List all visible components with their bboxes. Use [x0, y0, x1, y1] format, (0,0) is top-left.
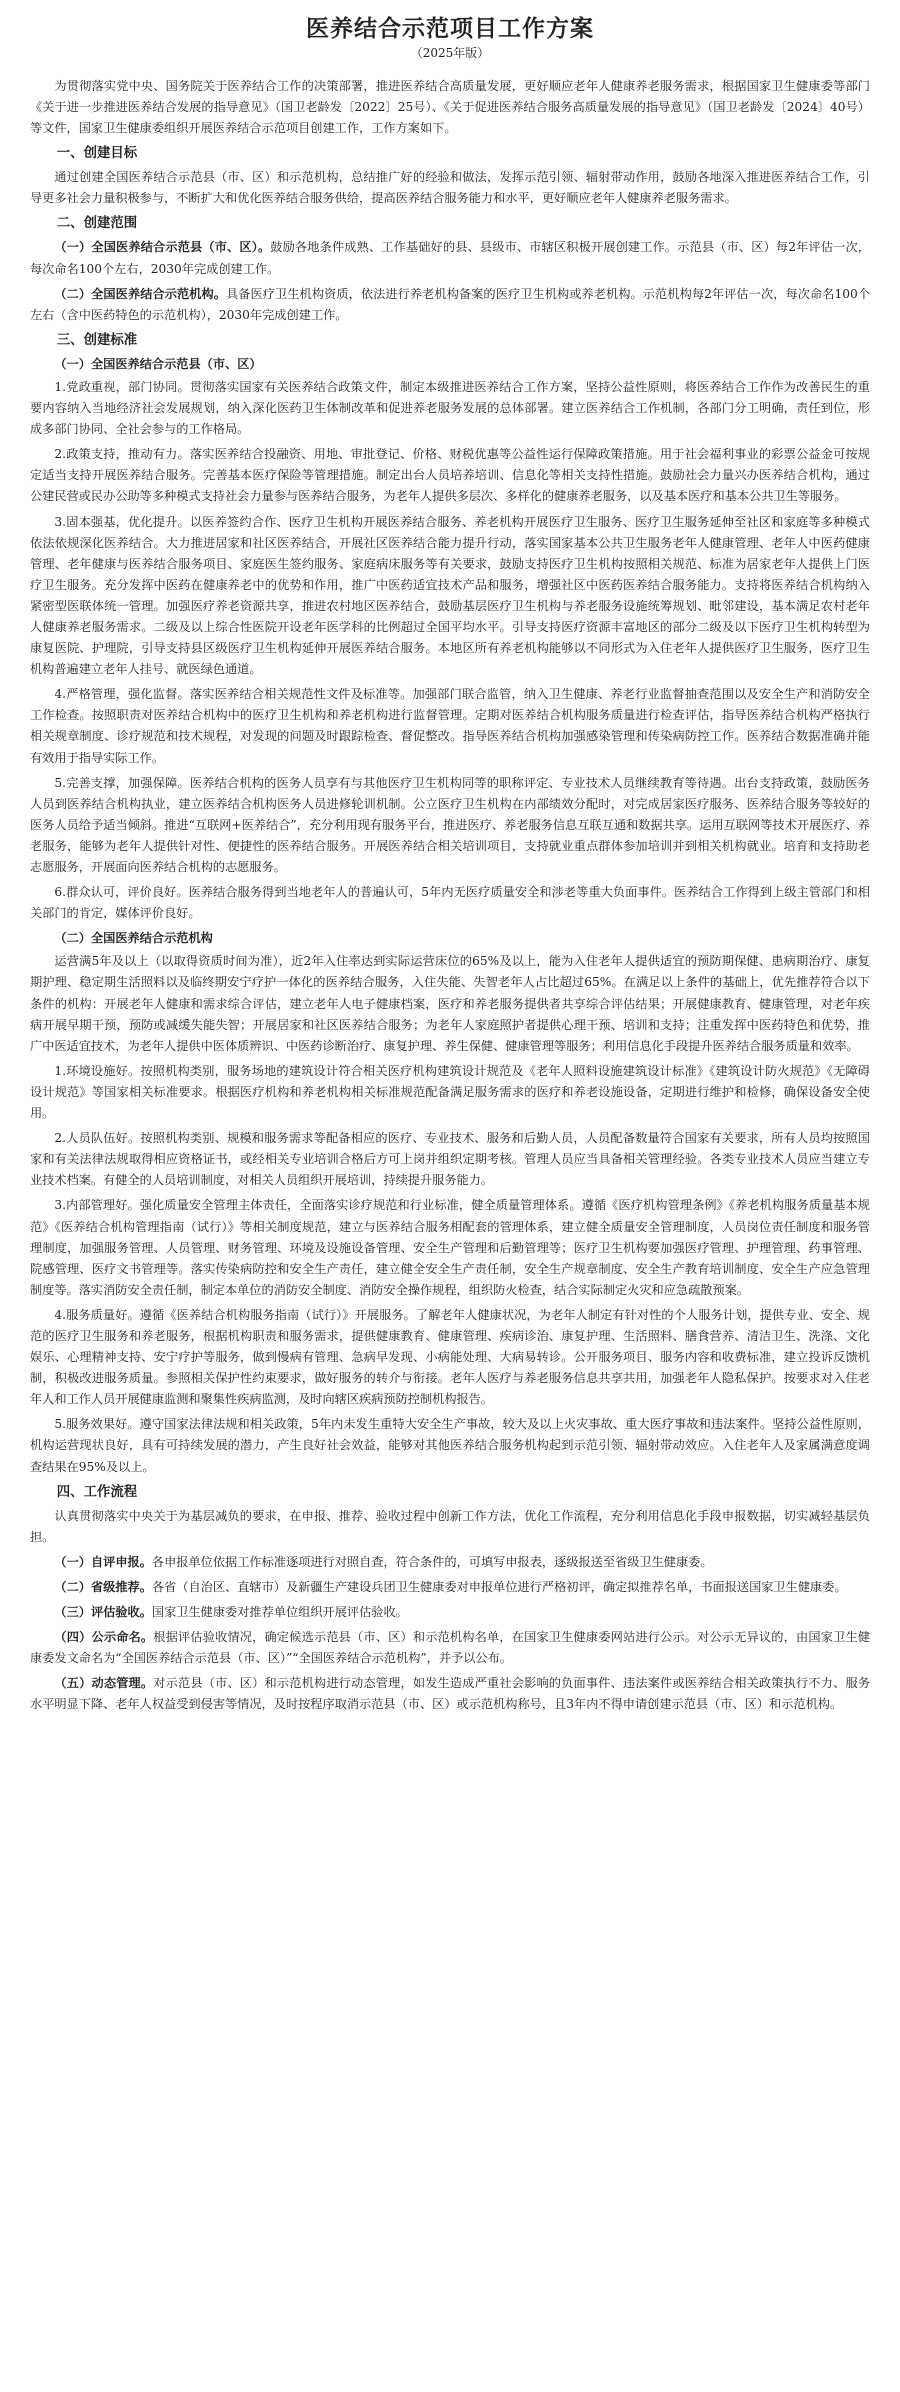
- workflow-step-text: 对示范县（市、区）和示范机构进行动态管理，如发生造成严重社会影响的负面事件、违法案件或医养结合相关政策执行不力、服务水平明显下降、老年人权益受到侵害等情况，及时按程序取消示范县（市、区）或示范机构称号，且3年内不得申请创建示范县（市、区）和示范机构。: [30, 1676, 871, 1712]
- workflow-step: [30, 1552, 870, 1573]
- institution-standard-item: 1.环境设施好。按照机构类别，服务场地的建筑设计符合相关医疗机构建筑设计规范及《老年人照料设施建筑设计标准》《建筑设计防火规范》《无障碍设计规范》等国家相关标准要求。根据医疗机构和养老机构相关标准规范配备满足服务需求的医疗和养老设施设备，定期进行维护和检修，确保设备安全使用。: [30, 1063, 870, 1121]
- scope-county-text: 鼓励各地条件成熟、工作基础好的县、县级市、市辖区积极开展创建工作。示范县（市、区）每2年评估一次，每次命名100个左右，2030年完成创建工作。: [30, 240, 870, 276]
- workflow-step-text: 各省（自治区、直辖市）及新疆生产建设兵团卫生健康委对申报单位进行严格初评，确定拟推荐名单，书面报送国家卫生健康委。: [151, 1579, 847, 1594]
- document-title: 医养结合示范项目工作方案: [306, 15, 594, 42]
- workflow-step-text: 国家卫生健康委对推荐单位组织开展评估验收。: [151, 1605, 408, 1619]
- workflow-step: [30, 1577, 870, 1598]
- institution-standard-item: 3.内部管理好。强化质量安全管理主体责任，全面落实诊疗规范和行业标准，健全质量管理体系。遵循《医疗机构管理条例》《养老机构服务质量基本规范》《医养结合机构管理指南（试行）》等相关制度规范，建立与医养结合服务相配套的管理体系，建立健全质量安全管理制度，人员岗位责任制度和服务管理制度，加强服务管理、人员管理、财务管理、环境及设施设备管理、安全生产管理和后勤管理等；医疗卫生机构要加强医疗管理、护理管理、药事管理、院感管理、医疗文书管理等。落实传染病防控和安全生产责任，建立健全安全生产责任制，安全生产规章制度、安全生产教育培训制度、安全生产应急管理制度等。落实消防安全责任制，制定本单位的消防安全制度、消防安全操作规程，组织防火检查，结合实际制定火灾和应急疏散预案。: [30, 1198, 870, 1297]
- county-standard-item: 6.群众认可，评价良好。医养结合服务得到当地老年人的普遍认可，5年内无医疗质量安全和涉老等重大负面事件。医养结合工作得到上级主管部门和相关部门的肯定，媒体评价良好。: [30, 885, 870, 921]
- county-standard-item: 5.完善支撑，加强保障。医养结合机构的医务人员享有与其他医疗卫生机构同等的职称评定、专业技术人员继续教育等待遇。出台支持政策，鼓励医务人员到医养结合机构执业，建立医养结合机构医务人员进修轮训机制。公立医疗卫生机构在内部绩效分配时，对完成居家医疗服务、医养结合服务等较好的医务人员给予适当倾斜。推进“互联网+医养结合”，充分利用现有服务平台，推进医疗、养老服务信息互联互通和数据共享。运用互联网等技术开展医疗、养老服务，能够为老年人提供针对性、便捷性的医养结合服务。开展医养结合相关培训项目，支持就业重点群体参加培训并到相关机构就业。培育和支持助老志愿服务，开展面向医养结合机构的志愿服务。: [30, 775, 870, 874]
- county-standard-item: 4.严格管理，强化监督。落实医养结合相关规范性文件及标准等。加强部门联合监管，纳入卫生健康、养老行业监督抽查范围以及安全生产和消防安全工作检查。按照职责对医养结合机构中的医疗卫生机构和养老机构进行监督管理。定期对医养结合机构服务质量进行检查评估，指导医养结合机构严格执行相关规章制度、诊疗规范和技术规程，对发现的问题及时跟踪检查、督促整改。指导医养结合机构加强感染管理和传染病防控工作。医养结合数据准确并能有效用于指导实际工作。: [30, 687, 870, 765]
- institution-standard-item: 2.人员队伍好。按照机构类别、规模和服务需求等配备相应的医疗、专业技术、服务和后勤人员，人员配备数量符合国家有关要求，所有人员均按照国家和有关法律法规取得相应资格证书，或经相关专业培训合格后方可上岗并组织定期考核。管理人员应当具备相关管理经验。各类专业技术人员应当建立专业技术档案。有健全的人员培训制度，对相关人员组织开展培训，持续提升服务能力。: [30, 1131, 870, 1188]
- county-standard-item: 2.政策支持，推动有力。落实医养结合投融资、用地、审批登记、价格、财税优惠等公益性运行保障政策措施。用于社会福利事业的彩票公益金可按规定适当支持开展医养结合服务。完善基本医疗保险等管理措施。制定出台人员培养培训、信息化等相关支持性措施。鼓励社会力量兴办医养结合机构，通过公建民营或民办公助等多种模式支持社会力量参与医养结合服务，为老年人提供多层次、多样化的健康养老服务，以及基本医疗和基本公共卫生等服务。: [30, 447, 870, 504]
- section-heading-goals: 一、创建目标: [56, 146, 138, 162]
- goals-paragraph: 通过创建全国医养结合示范县（市、区）和示范机构，总结推广好的经验和做法，发挥示范引领、辐射带动作用，鼓励各地深入推进医养结合工作，引导更多社会力量积极参与，不断扩大和优化医养结合服务供给，提高医养结合服务能力和水平，更好顺应老年人健康养老服务需求。: [30, 170, 870, 206]
- scope-county-lead: （一）全国医养结合示范县（市、区）。: [54, 240, 271, 255]
- workflow-step: [30, 1627, 870, 1669]
- workflow-step: [30, 1602, 870, 1623]
- workflow-step: [30, 1673, 870, 1715]
- scope-institution-lead: （二）全国医养结合示范机构。: [54, 286, 227, 301]
- scope-paragraph-county: [30, 237, 870, 279]
- workflow-step-lead: （三）评估验收。: [54, 1605, 152, 1619]
- workflow-step-lead: （一）自评申报。: [54, 1554, 152, 1569]
- section-heading-scope: 二、创建范围: [56, 216, 138, 232]
- workflow-step-text: 各申报单位依据工作标准逐项进行对照自查，符合条件的，可填写申报表，逐级报送至省级卫生健康委。: [151, 1554, 713, 1569]
- workflow-step-lead: （五）动态管理。: [54, 1676, 154, 1691]
- section-heading-workflow: 四、工作流程: [56, 1484, 138, 1500]
- workflow-step-text: 根据评估验收情况，确定候选示范县（市、区）和示范机构名单，在国家卫生健康委网站进行公示。对公示无异议的，由国家卫生健康委发文命名为“全国医养结合示范县（市、区）”“全国医养结合示范机构”，并予以公布。: [30, 1630, 871, 1666]
- intro-paragraph: 为贯彻落实党中央、国务院关于医养结合工作的决策部署，推进医养结合高质量发展，更好顺应老年人健康养老服务需求，根据国家卫生健康委等部门《关于进一步推进医养结合发展的指导意见》（国卫老龄发〔2022〕25号）、《关于促进医养结合服务高质量发展的指导意见》（国卫老龄发〔2024〕40号）等文件，国家卫生健康委组织开展医养结合示范项目创建工作，工作方案如下。: [30, 79, 870, 136]
- workflow-step-lead: （四）公示命名。: [54, 1630, 154, 1645]
- document-edition: （2025年版）: [410, 46, 490, 60]
- section-heading-standards: 三、创建标准: [56, 332, 138, 348]
- institution-standard-item: 4.服务质量好。遵循《医养结合机构服务指南（试行）》开展服务。了解老年人健康状况，为老年人制定有针对性的个人服务计划，提供专业、安全、规范的医疗卫生服务和养老服务，根据机构职责和服务需求，提供健康教育、健康管理、疾病诊治、康复护理、生活照料、膳食营养、清洁卫生、洗涤、文化娱乐、心理精神支持、安宁疗护等服务，做到慢病有管理、急病早发现、小病能处理、大病易转诊。公开服务项目、服务内容和收费标准，建立投诉反馈机制，积极改进服务质量。参照相关保护性约束要求，做好服务的转介与衔接。老年人医疗与养老服务信息共享共用，加强老年人隐私保护。按要求对入住老年人和工作人员开展健康监测和聚集性疾病监测，及时向辖区疾病预防控制机构报告。: [30, 1307, 870, 1407]
- scope-institution-text: 具备医疗卫生机构资质，依法进行养老机构备案的医疗卫生机构或养老机构。示范机构每2年评估一次，每次命名100个左右（含中医药特色的示范机构），2030年完成创建工作。: [30, 286, 871, 322]
- subsection-heading-institution: （二）全国医养结合示范机构: [54, 931, 213, 946]
- subsection-heading-county: （一）全国医养结合示范县（市、区）: [54, 356, 262, 371]
- workflow-intro: 认真贯彻落实中央关于为基层减负的要求，在申报、推荐、验收过程中创新工作方法，优化工作流程，充分利用信息化手段申报数据，切实减轻基层负担。: [30, 1508, 870, 1544]
- scope-paragraph-institution: [30, 284, 870, 326]
- institution-standard-intro: 运营满5年及以上（以取得资质时间为准），近2年入住率达到实际运营床位的65%及以上，能为入住老年人提供适宜的预防期保健、患病期治疗、康复期护理、稳定期生活照料以及临终期安宁疗护一体化的医养结合服务，入住失能、失智老年人占比超过65%。在满足以上条件的基础上，优先推荐符合以下条件的机构：开展老年人健康和需求综合评估，建立老年人电子健康档案，医疗和养老服务提供者共享综合评估结果；开展健康教育、健康管理，对老年疾病开展早期干预，预防或减缓失能失智；开展居家和社区医养结合服务；为老年人家庭照护者提供心理干预、培训和支持；注重发挥中医药特色和优势，推广中医适宜技术，为老年人提供中医体质辨识、中医药诊断治疗、康复护理、养生保健、健康管理等服务；利用信息化手段提升医养结合服务质量和效率。: [30, 954, 870, 1053]
- county-standard-item: 1.党政重视，部门协同。贯彻落实国家有关医养结合政策文件，制定本级推进医养结合工作方案，坚持公益性原则，将医养结合工作作为改善民生的重要内容纳入当地经济社会发展规划，纳入深化医药卫生体制改革和促进养老服务发展的总体部署。建立医养结合工作机制，各部门分工明确，责任到位，形成多部门协同、全社会参与的工作格局。: [30, 379, 870, 437]
- county-standard-item: 3.固本强基，优化提升。以医养签约合作、医疗卫生机构开展医养结合服务、养老机构开展医疗卫生服务、医疗卫生服务延伸至社区和家庭等多种模式依法依规深化医养结合。大力推进居家和社区医养结合，开展社区医养结合能力提升行动，落实国家基本公共卫生服务老年人健康管理、老年人中医药健康管理、老年健康与医养结合服务项目、家庭医生签约服务、家庭病床服务等有关要求，鼓励支持医疗卫生机构按照相关规范、标准为居家老年人提供上门医疗卫生服务。充分发挥中医药在健康养老中的优势和作用，推广中医药适宜技术产品和服务，增强社区中医药医养结合服务能力。支持将医养结合机构纳入紧密型医联体统一管理。加强医疗养老资源共享，推进农村地区医养结合，鼓励基层医疗卫生机构与养老服务设施统筹规划、毗邻建设，基本满足农村老年人健康养老服务需求。二级及以上综合性医院开设老年医学科的比例超过全国平均水平。引导支持医疗资源丰富地区的部分二级及以下医疗卫生机构转型为康复医院、护理院，引导支持县区级医疗卫生机构延伸开展医养结合服务。本地区所有养老机构能够以不同形式为入住老年人提供医疗卫生服务，医疗卫生机构普遍建立老年人挂号、就医绿色通道。: [30, 514, 870, 677]
- institution-standard-item: 5.服务效果好。遵守国家法律法规和相关政策，5年内未发生重特大安全生产事故，较大及以上火灾事故、重大医疗事故和违法案件。坚持公益性原则，机构运营现状良好，具有可持续发展的潜力，产生良好社会效益，能够对其他医养结合服务机构起到示范引领、辐射带动效应。入住老年人及家属满意度调查结果在95%及以上。: [30, 1417, 870, 1474]
- workflow-step-lead: （二）省级推荐。: [54, 1579, 152, 1594]
